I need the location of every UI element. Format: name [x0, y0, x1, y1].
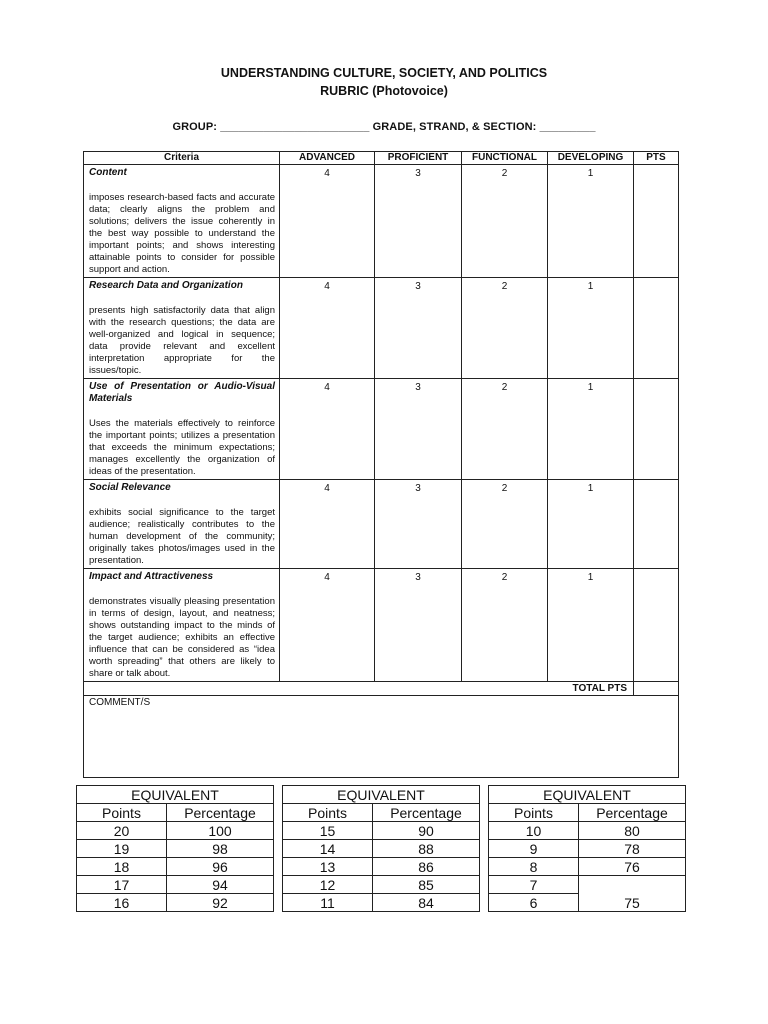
- criterion-description: exhibits social significance to the target audience; realistically contributes to the human development of the community; originally takes photos/images used in the presentation.: [89, 507, 275, 566]
- score-proficient: 3: [375, 278, 462, 379]
- equivalent-title: EQUIVALENT: [77, 786, 274, 804]
- points-cell: 16: [77, 894, 167, 912]
- criterion-name: Social Relevance: [89, 482, 171, 493]
- table-row: [283, 894, 480, 912]
- score-functional: 2: [462, 379, 548, 480]
- rubric-row: [84, 165, 679, 278]
- percentage-cell: 86: [373, 858, 480, 876]
- points-cell: 12: [283, 876, 373, 894]
- percentage-cell: 84: [373, 894, 480, 912]
- rubric-row: [84, 379, 679, 480]
- criterion-name: Use of Presentation or Audio-Visual Materials: [89, 381, 275, 404]
- score-advanced: 4: [280, 480, 375, 569]
- criterion-name: Research Data and Organization: [89, 280, 243, 291]
- equivalent-title: EQUIVALENT: [489, 786, 686, 804]
- percentage-cell: 80: [579, 822, 686, 840]
- equivalent-table: [488, 785, 686, 912]
- percentage-cell: 76: [579, 858, 686, 876]
- score-developing: 1: [548, 278, 634, 379]
- document-title: UNDERSTANDING CULTURE, SOCIETY, AND POLITICS: [220, 66, 548, 80]
- score-proficient: 3: [375, 379, 462, 480]
- table-row: [283, 840, 480, 858]
- points-cell: 17: [77, 876, 167, 894]
- points-header: Points: [283, 804, 373, 822]
- table-row: [77, 840, 274, 858]
- percentage-cell: 98: [167, 840, 274, 858]
- equivalent-title: EQUIVALENT: [283, 786, 480, 804]
- rubric-row: [84, 480, 679, 569]
- document-subtitle: RUBRIC (Photovoice): [320, 84, 448, 98]
- comment-label: COMMENT/S: [89, 697, 151, 708]
- score-advanced: 4: [280, 165, 375, 278]
- score-proficient: 3: [375, 569, 462, 682]
- col-developing: DEVELOPING: [548, 152, 634, 165]
- percentage-cell: 78: [579, 840, 686, 858]
- percentage-cell: 92: [167, 894, 274, 912]
- table-row: [283, 858, 480, 876]
- score-proficient: 3: [375, 480, 462, 569]
- score-functional: 2: [462, 480, 548, 569]
- criterion-name: Impact and Attractiveness: [89, 571, 214, 582]
- criterion-description: presents high satisfactorily data that align with the research questions; the data are well-organized and logical in sequence; data provide relevant and excellent interpretation appropriate for the issues/topic.: [89, 305, 275, 376]
- score-proficient: 3: [375, 165, 462, 278]
- score-functional: 2: [462, 165, 548, 278]
- col-criteria: Criteria: [84, 152, 280, 165]
- percentage-cell: 90: [373, 822, 480, 840]
- points-cell: 13: [283, 858, 373, 876]
- criterion-description: imposes research-based facts and accurate data; clearly aligns the problem and solutions; delivers the issue coherently in the best way possible to understand the important points; and shows interesting attainable points to consider for possible support and action.: [89, 192, 275, 275]
- rubric-row: [84, 569, 679, 682]
- points-cell: 14: [283, 840, 373, 858]
- score-functional: 2: [462, 278, 548, 379]
- pts-cell[interactable]: [634, 569, 679, 682]
- percentage-cell: 94: [167, 876, 274, 894]
- points-cell: 6: [489, 894, 579, 912]
- pts-cell[interactable]: [634, 165, 679, 278]
- criterion-name: Content: [89, 167, 127, 178]
- score-advanced: 4: [280, 379, 375, 480]
- percentage-cell: 100: [167, 822, 274, 840]
- percentage-header: Percentage: [579, 804, 686, 822]
- col-advanced: ADVANCED: [280, 152, 375, 165]
- table-row: [77, 894, 274, 912]
- score-functional: 2: [462, 569, 548, 682]
- criterion-cell: [84, 278, 280, 379]
- table-row: [489, 858, 686, 876]
- col-functional: FUNCTIONAL: [462, 152, 548, 165]
- table-row: [489, 822, 686, 840]
- percentage-cell: 75: [579, 876, 686, 912]
- group-section-line: GROUP: ________________________ GRADE, STRAND, & SECTION: _________: [172, 121, 596, 133]
- percentage-cell: 88: [373, 840, 480, 858]
- points-cell: 11: [283, 894, 373, 912]
- pts-cell[interactable]: [634, 480, 679, 569]
- table-row: [489, 876, 686, 894]
- total-row: [84, 682, 679, 696]
- table-row: [77, 858, 274, 876]
- table-row: [489, 840, 686, 858]
- score-advanced: 4: [280, 278, 375, 379]
- comment-box[interactable]: [84, 696, 679, 778]
- comment-row: [84, 696, 679, 778]
- points-cell: 15: [283, 822, 373, 840]
- score-developing: 1: [548, 379, 634, 480]
- rubric-row: [84, 278, 679, 379]
- percentage-cell: 85: [373, 876, 480, 894]
- points-header: Points: [77, 804, 167, 822]
- points-cell: 7: [489, 876, 579, 894]
- rubric-header-row: [84, 152, 679, 165]
- col-proficient: PROFICIENT: [375, 152, 462, 165]
- percentage-header: Percentage: [167, 804, 274, 822]
- points-header: Points: [489, 804, 579, 822]
- total-pts-cell[interactable]: [634, 682, 679, 696]
- points-cell: 10: [489, 822, 579, 840]
- points-cell: 20: [77, 822, 167, 840]
- equivalent-table: [282, 785, 480, 912]
- criterion-cell: [84, 379, 280, 480]
- points-cell: 9: [489, 840, 579, 858]
- criterion-description: demonstrates visually pleasing presentation in terms of design, layout, and neatness; shows outstanding impact to the minds of the target audience; exhibits an effective influence that can be considered as “idea worth spreading” that others are likely to share or talk about.: [89, 596, 275, 679]
- percentage-cell: 96: [167, 858, 274, 876]
- score-developing: 1: [548, 480, 634, 569]
- percentage-header: Percentage: [373, 804, 480, 822]
- criterion-cell: [84, 165, 280, 278]
- table-row: [283, 822, 480, 840]
- table-row: [77, 876, 274, 894]
- equivalent-table: [76, 785, 274, 912]
- total-pts-label: TOTAL PTS: [84, 682, 634, 696]
- score-advanced: 4: [280, 569, 375, 682]
- points-cell: 19: [77, 840, 167, 858]
- criterion-cell: [84, 569, 280, 682]
- score-developing: 1: [548, 569, 634, 682]
- points-cell: 8: [489, 858, 579, 876]
- pts-cell[interactable]: [634, 379, 679, 480]
- criterion-cell: [84, 480, 280, 569]
- table-row: [77, 822, 274, 840]
- table-row: [283, 876, 480, 894]
- pts-cell[interactable]: [634, 278, 679, 379]
- criterion-description: Uses the materials effectively to reinforce the important points; utilizes a presentation that exceeds the minimum expectations; manages excellently the organization of ideas of the presentation.: [89, 418, 275, 477]
- col-pts: PTS: [634, 152, 679, 165]
- rubric-table: [83, 151, 679, 778]
- points-cell: 18: [77, 858, 167, 876]
- score-developing: 1: [548, 165, 634, 278]
